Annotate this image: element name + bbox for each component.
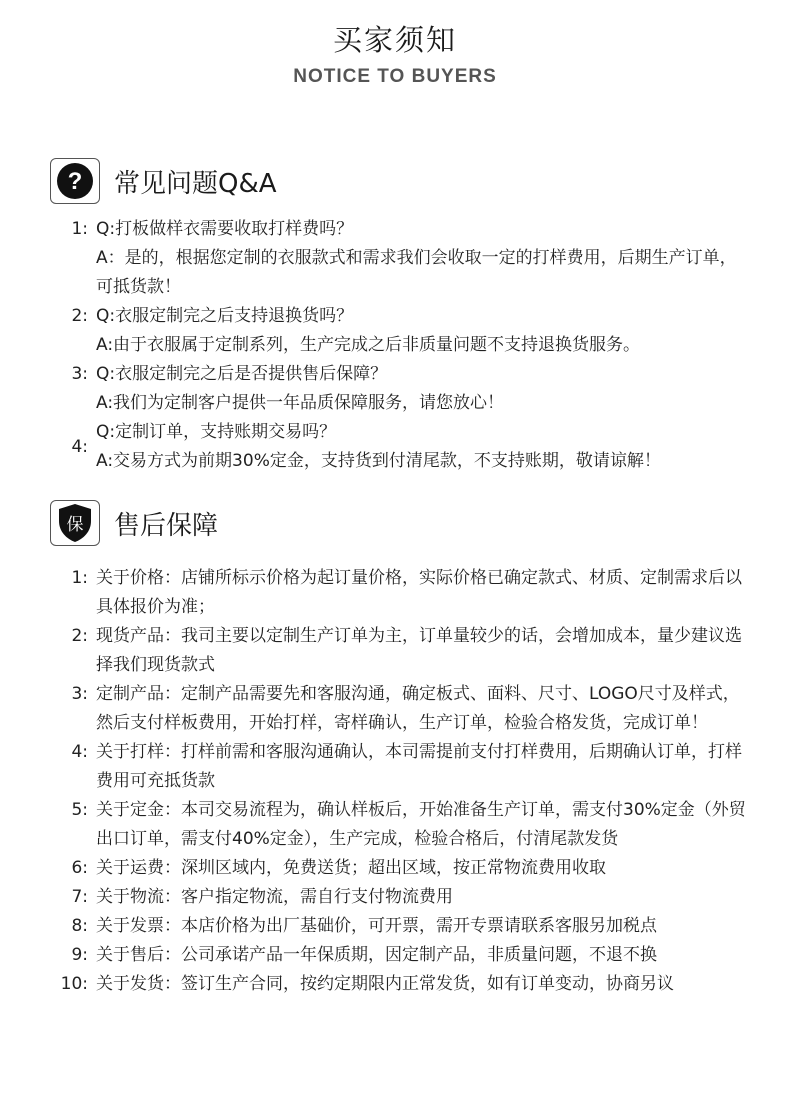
aftersale-item-number: 10: <box>60 974 88 994</box>
qa-question: Q:打板做样衣需要收取打样费吗？ <box>96 219 354 239</box>
question-icon <box>56 162 94 200</box>
aftersale-list <box>56 564 746 999</box>
qa-section-header <box>50 158 277 204</box>
qa-item <box>56 215 746 302</box>
aftersale-badge <box>50 500 100 546</box>
qa-section-title: 常见问题Q&A <box>114 168 277 199</box>
aftersale-item-text: 关于价格：店铺所标示价格为起订量价格，实际价格已确定款式、材质、定制需求后以具体报价为准； <box>96 568 742 617</box>
aftersale-item <box>56 738 746 796</box>
aftersale-item-number: 2: <box>71 626 88 646</box>
aftersale-item <box>56 970 746 999</box>
aftersale-item-text: 关于发货：签订生产合同，按约定期限内正常发货，如有订单变动，协商另议 <box>96 974 674 994</box>
aftersale-item <box>56 912 746 941</box>
qa-answer: A:我们为定制客户提供一年品质保障服务，请您放心！ <box>96 393 505 413</box>
qa-item-number: 1: <box>71 219 88 239</box>
qa-item <box>56 418 746 476</box>
qa-item-number: 3: <box>71 364 88 384</box>
qa-item-number: 2: <box>71 306 88 326</box>
aftersale-item <box>56 941 746 970</box>
aftersale-item-text: 关于售后：公司承诺产品一年保质期，因定制产品，非质量问题，不退不换 <box>96 945 657 965</box>
aftersale-item-number: 1: <box>71 568 88 588</box>
aftersale-item-text: 关于物流：客户指定物流，需自行支付物流费用 <box>96 887 453 907</box>
aftersale-item <box>56 680 746 738</box>
page-subtitle: NOTICE TO BUYERS <box>293 66 497 87</box>
aftersale-item-number: 4: <box>71 742 88 762</box>
aftersale-item <box>56 883 746 912</box>
aftersale-item-text: 关于定金：本司交易流程为，确认样板后，开始准备生产订单，需支付30%定金（外贸出口订单，需支付40%定金），生产完成，检验合格后，付清尾款发货 <box>96 800 746 849</box>
aftersale-item-text: 定制产品：定制产品需要先和客服沟通，确定板式、面料、尺寸、LOGO尺寸及样式，然后支付样板费用，开始打样，寄样确认，生产订单，检验合格发货，完成订单！ <box>96 684 740 733</box>
aftersale-item-number: 9: <box>71 945 88 965</box>
aftersale-item-text: 关于运费：深圳区域内，免费送货；超出区域，按正常物流费用收取 <box>96 858 606 878</box>
aftersale-item <box>56 796 746 854</box>
svg-text:?: ? <box>67 168 83 195</box>
qa-badge <box>50 158 100 204</box>
qa-answer: A:由于衣服属于定制系列，生产完成之后非质量问题不支持退换货服务。 <box>96 335 641 355</box>
page-title: 买家须知 <box>332 23 457 57</box>
aftersale-item-number: 7: <box>71 887 88 907</box>
qa-list <box>56 215 746 476</box>
aftersale-item <box>56 854 746 883</box>
qa-item <box>56 302 746 360</box>
aftersale-section-header <box>50 500 218 546</box>
aftersale-item-text: 关于打样：打样前需和客服沟通确认，本司需提前支付打样费用，后期确认订单，打样费用可充抵货款 <box>96 742 742 791</box>
aftersale-item-number: 3: <box>71 684 88 704</box>
svg-text:保: 保 <box>66 515 84 535</box>
shield-icon <box>57 503 93 543</box>
qa-item <box>56 360 746 418</box>
aftersale-item-number: 8: <box>71 916 88 936</box>
qa-question: Q:衣服定制完之后支持退换货吗？ <box>96 306 354 326</box>
qa-question: Q:衣服定制完之后是否提供售后保障？ <box>96 364 388 384</box>
qa-item-number: 4: <box>71 436 88 457</box>
qa-answer: A：是的，根据您定制的衣服款式和需求我们会收取一定的打样费用，后期生产订单，可抵货款！ <box>96 248 737 297</box>
aftersale-item <box>56 564 746 622</box>
aftersale-item-number: 5: <box>71 800 88 820</box>
qa-answer: A:交易方式为前期30%定金，支持货到付清尾款，不支持账期，敬请谅解！ <box>96 451 661 471</box>
aftersale-item-text: 现货产品：我司主要以定制生产订单为主，订单量较少的话，会增加成本，量少建议选择我们现货款式 <box>96 626 742 675</box>
aftersale-item-number: 6: <box>71 858 88 878</box>
aftersale-item <box>56 622 746 680</box>
qa-question: Q:定制订单，支持账期交易吗？ <box>96 422 337 442</box>
aftersale-item-text: 关于发票：本店价格为出厂基础价，可开票，需开专票请联系客服另加税点 <box>96 916 657 936</box>
page-header <box>0 22 790 88</box>
aftersale-section-title: 售后保障 <box>114 510 219 541</box>
